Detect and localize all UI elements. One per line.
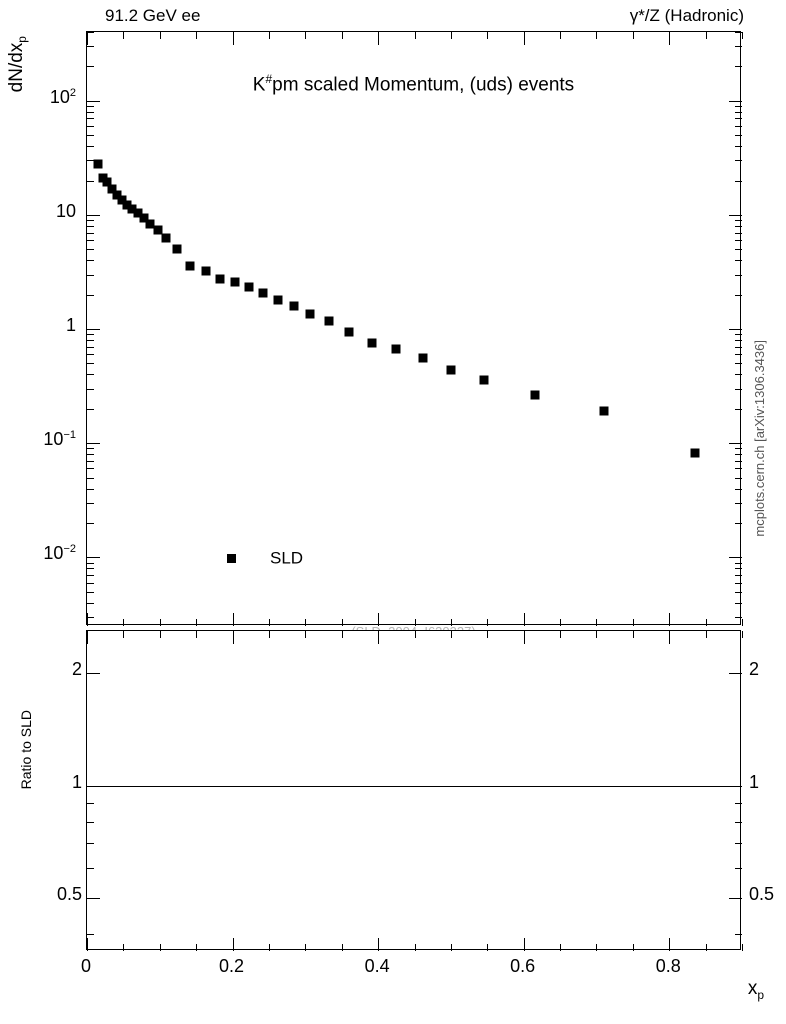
- data-point: [201, 267, 210, 276]
- data-point: [259, 289, 268, 298]
- y-minor-tick: [735, 181, 742, 182]
- y-minor-tick: [87, 295, 94, 296]
- y-minor-tick: [735, 603, 742, 604]
- y-major-tick: [729, 443, 742, 444]
- y-minor-tick: [735, 135, 742, 136]
- ratio-x-minor-tick: [633, 944, 634, 951]
- y-minor-tick: [735, 226, 742, 227]
- y-major-tick: [87, 101, 100, 102]
- ratio-y-minor-tick: [735, 822, 742, 823]
- y-minor-tick: [87, 363, 94, 364]
- legend-marker-sld: [227, 554, 236, 563]
- y-minor-tick: [87, 181, 94, 182]
- y-minor-tick: [735, 575, 742, 576]
- ratio-x-minor-tick: [742, 944, 743, 951]
- ratio-x-minor-tick: [269, 944, 270, 951]
- y-minor-tick: [735, 374, 742, 375]
- ratio-x-major-tick: [233, 631, 234, 644]
- y-minor-tick: [87, 46, 94, 47]
- x-tick-label: 0.2: [219, 956, 245, 976]
- x-minor-tick: [633, 32, 634, 39]
- x-minor-tick: [123, 32, 124, 39]
- x-major-tick: [233, 32, 234, 45]
- ratio-x-minor-tick: [305, 631, 306, 638]
- ratio-x-minor-tick: [487, 631, 488, 638]
- y-minor-tick: [87, 112, 94, 113]
- data-point: [274, 295, 283, 304]
- y-minor-tick: [87, 146, 94, 147]
- x-minor-tick: [160, 32, 161, 39]
- main-y-tick-label: 10: [55, 200, 76, 221]
- data-point: [186, 261, 195, 270]
- y-minor-tick: [87, 118, 94, 119]
- y-minor-tick: [735, 334, 742, 335]
- main-plot-panel: [86, 31, 741, 625]
- y-major-tick: [87, 215, 100, 216]
- y-major-tick: [87, 557, 100, 558]
- data-point: [153, 225, 162, 234]
- ratio-y-axis-label: Ratio to SLD: [18, 710, 34, 790]
- ratio-x-major-tick: [378, 938, 379, 951]
- ratio-x-minor-tick: [196, 631, 197, 638]
- ratio-x-minor-tick: [706, 944, 707, 951]
- y-minor-tick: [87, 66, 94, 67]
- data-point: [162, 233, 171, 242]
- y-minor-tick: [735, 240, 742, 241]
- plot-title-pre: K: [252, 74, 266, 96]
- ratio-y-major-tick: [87, 786, 100, 787]
- y-minor-tick: [735, 617, 742, 618]
- data-point: [93, 159, 102, 168]
- y-major-tick: [729, 329, 742, 330]
- ratio-y-tick-label-left: 0.5: [56, 883, 82, 904]
- ratio-x-minor-tick: [305, 944, 306, 951]
- y-minor-tick: [735, 448, 742, 449]
- y-minor-tick: [735, 275, 742, 276]
- data-point: [345, 327, 354, 336]
- data-point: [368, 338, 377, 347]
- y-minor-tick: [735, 249, 742, 250]
- data-point: [290, 302, 299, 311]
- legend: [227, 548, 303, 569]
- x-minor-tick: [560, 32, 561, 39]
- plot-title-sup: #: [265, 72, 273, 86]
- ratio-y-minor-tick: [735, 868, 742, 869]
- y-minor-tick: [87, 454, 94, 455]
- x-major-tick: [669, 32, 670, 45]
- ratio-x-major-tick: [87, 631, 88, 644]
- y-minor-tick: [87, 354, 94, 355]
- ratio-x-major-tick: [669, 631, 670, 644]
- ratio-y-minor-tick: [87, 934, 94, 935]
- x-minor-tick: [342, 32, 343, 39]
- ratio-y-minor-tick: [87, 803, 94, 804]
- y-minor-tick: [735, 461, 742, 462]
- y-minor-tick: [87, 106, 94, 107]
- ratio-x-major-tick: [669, 938, 670, 951]
- legend-label-sld: SLD: [270, 548, 304, 568]
- header-process: γ*/Z (Hadronic): [629, 6, 744, 25]
- ratio-x-minor-tick: [560, 631, 561, 638]
- y-minor-tick: [735, 478, 742, 479]
- x-minor-tick: [269, 32, 270, 39]
- x-major-tick: [378, 32, 379, 45]
- ratio-y-minor-tick: [735, 803, 742, 804]
- x-minor-tick: [196, 32, 197, 39]
- y-minor-tick: [87, 489, 94, 490]
- ratio-x-minor-tick: [487, 944, 488, 951]
- y-minor-tick: [87, 347, 94, 348]
- ratio-x-major-tick: [87, 938, 88, 951]
- y-minor-tick: [735, 503, 742, 504]
- y-minor-tick: [87, 389, 94, 390]
- y-minor-tick: [87, 575, 94, 576]
- x-minor-tick: [742, 619, 743, 626]
- y-minor-tick: [735, 295, 742, 296]
- y-minor-tick: [735, 146, 742, 147]
- y-minor-tick: [87, 220, 94, 221]
- y-minor-tick: [735, 32, 742, 33]
- side-caption: mcplots.cern.ch [arXiv:1306.3436]: [752, 340, 767, 537]
- data-point: [244, 282, 253, 291]
- y-minor-tick: [87, 409, 94, 410]
- y-minor-tick: [735, 583, 742, 584]
- x-tick-label: 0.6: [510, 956, 536, 976]
- y-minor-tick: [87, 563, 94, 564]
- y-major-tick: [729, 557, 742, 558]
- y-minor-tick: [87, 334, 94, 335]
- ratio-y-tick-label-right: 2: [749, 659, 760, 680]
- y-minor-tick: [87, 468, 94, 469]
- main-y-tick-label: 1: [65, 315, 76, 335]
- y-minor-tick: [735, 106, 742, 107]
- ratio-x-minor-tick: [451, 944, 452, 951]
- ratio-x-minor-tick: [706, 631, 707, 638]
- x-tick-label: 0.4: [364, 956, 390, 976]
- y-minor-tick: [735, 354, 742, 355]
- y-minor-tick: [87, 503, 94, 504]
- y-minor-tick: [87, 374, 94, 375]
- y-minor-tick: [735, 389, 742, 390]
- ratio-y-tick-label-right: 0.5: [749, 883, 775, 904]
- y-minor-tick: [87, 160, 94, 161]
- y-minor-tick: [735, 468, 742, 469]
- x-minor-tick: [487, 32, 488, 39]
- data-point: [325, 317, 334, 326]
- y-minor-tick: [735, 112, 742, 113]
- y-major-tick: [87, 443, 100, 444]
- y-minor-tick: [87, 478, 94, 479]
- ratio-y-major-tick: [729, 673, 742, 674]
- ratio-y-major-tick: [729, 898, 742, 899]
- y-minor-tick: [87, 523, 94, 524]
- y-minor-tick: [87, 592, 94, 593]
- y-minor-tick: [735, 260, 742, 261]
- data-point: [690, 448, 699, 457]
- ratio-y-tick-label-left: 1: [71, 771, 82, 792]
- ratio-x-minor-tick: [415, 944, 416, 951]
- data-point: [173, 245, 182, 254]
- y-minor-tick: [87, 461, 94, 462]
- y-minor-tick: [735, 523, 742, 524]
- x-major-tick: [524, 32, 525, 45]
- ratio-y-major-tick: [729, 786, 742, 787]
- ratio-x-major-tick: [233, 938, 234, 951]
- ratio-x-major-tick: [524, 938, 525, 951]
- y-minor-tick: [735, 568, 742, 569]
- data-point: [230, 277, 239, 286]
- x-tick-label: 0: [80, 956, 91, 976]
- ratio-x-minor-tick: [596, 631, 597, 638]
- y-minor-tick: [87, 240, 94, 241]
- ratio-y-tick-label-right: 1: [749, 771, 760, 792]
- x-minor-tick: [596, 32, 597, 39]
- ratio-x-minor-tick: [342, 631, 343, 638]
- ratio-y-minor-tick: [87, 822, 94, 823]
- y-minor-tick: [735, 340, 742, 341]
- y-minor-tick: [735, 126, 742, 127]
- ratio-reference-line: [87, 786, 740, 787]
- y-minor-tick: [87, 603, 94, 604]
- ratio-y-minor-tick: [735, 843, 742, 844]
- data-point: [530, 390, 539, 399]
- y-minor-tick: [735, 454, 742, 455]
- x-minor-tick: [706, 32, 707, 39]
- ratio-x-minor-tick: [196, 944, 197, 951]
- data-point: [306, 310, 315, 319]
- ratio-x-minor-tick: [160, 631, 161, 638]
- y-minor-tick: [87, 135, 94, 136]
- plot-title-post: pm scaled Momentum, (uds) events: [272, 74, 575, 96]
- plot-title: [87, 72, 740, 96]
- y-minor-tick: [735, 592, 742, 593]
- x-minor-tick: [305, 32, 306, 39]
- x-minor-tick: [415, 32, 416, 39]
- ratio-x-minor-tick: [123, 631, 124, 638]
- y-minor-tick: [87, 249, 94, 250]
- main-y-tick-label: $10^2$: [49, 86, 76, 107]
- y-minor-tick: [735, 489, 742, 490]
- ratio-x-minor-tick: [742, 631, 743, 638]
- x-minor-tick: [742, 32, 743, 39]
- main-y-axis-label: $dN/dx_p$: [6, 36, 29, 93]
- y-minor-tick: [87, 233, 94, 234]
- y-minor-tick: [735, 46, 742, 47]
- ratio-x-major-tick: [378, 631, 379, 644]
- ratio-x-minor-tick: [596, 944, 597, 951]
- x-axis-label: $x_p$: [747, 978, 764, 1002]
- ratio-y-major-tick: [87, 898, 100, 899]
- ratio-x-minor-tick: [560, 944, 561, 951]
- ratio-x-minor-tick: [269, 631, 270, 638]
- x-tick-label: 0.8: [655, 956, 681, 976]
- y-minor-tick: [735, 233, 742, 234]
- y-minor-tick: [87, 126, 94, 127]
- y-minor-tick: [87, 275, 94, 276]
- y-minor-tick: [735, 220, 742, 221]
- ratio-x-major-tick: [524, 631, 525, 644]
- y-minor-tick: [735, 118, 742, 119]
- y-minor-tick: [87, 568, 94, 569]
- ratio-x-minor-tick: [633, 631, 634, 638]
- y-minor-tick: [735, 160, 742, 161]
- data-point: [392, 344, 401, 353]
- y-minor-tick: [87, 226, 94, 227]
- data-point: [479, 375, 488, 384]
- y-major-tick: [729, 215, 742, 216]
- y-minor-tick: [735, 66, 742, 67]
- ratio-y-minor-tick: [735, 934, 742, 935]
- ratio-plot-panel: [86, 630, 741, 950]
- ratio-y-tick-label-left: 2: [71, 659, 82, 680]
- ratio-x-minor-tick: [342, 944, 343, 951]
- y-major-tick: [729, 101, 742, 102]
- y-minor-tick: [87, 32, 94, 33]
- ratio-x-minor-tick: [451, 631, 452, 638]
- y-minor-tick: [87, 583, 94, 584]
- ratio-y-major-tick: [87, 673, 100, 674]
- data-point: [599, 407, 608, 416]
- y-minor-tick: [87, 260, 94, 261]
- data-point: [446, 365, 455, 374]
- y-minor-tick: [87, 340, 94, 341]
- main-y-tick-label: $10^{-2}$: [43, 543, 76, 564]
- x-minor-tick: [451, 32, 452, 39]
- y-minor-tick: [735, 409, 742, 410]
- y-minor-tick: [735, 563, 742, 564]
- y-minor-tick: [735, 363, 742, 364]
- ratio-y-minor-tick: [87, 868, 94, 869]
- ratio-x-minor-tick: [160, 944, 161, 951]
- data-point: [419, 353, 428, 362]
- main-y-tick-label: $10^{-1}$: [43, 429, 76, 450]
- y-minor-tick: [87, 448, 94, 449]
- ratio-x-minor-tick: [415, 631, 416, 638]
- header-beam-energy: 91.2 GeV ee: [105, 6, 201, 25]
- y-minor-tick: [735, 347, 742, 348]
- data-point: [216, 274, 225, 283]
- x-major-tick: [87, 32, 88, 45]
- ratio-x-minor-tick: [123, 944, 124, 951]
- y-minor-tick: [87, 617, 94, 618]
- ratio-y-minor-tick: [87, 843, 94, 844]
- y-major-tick: [87, 329, 100, 330]
